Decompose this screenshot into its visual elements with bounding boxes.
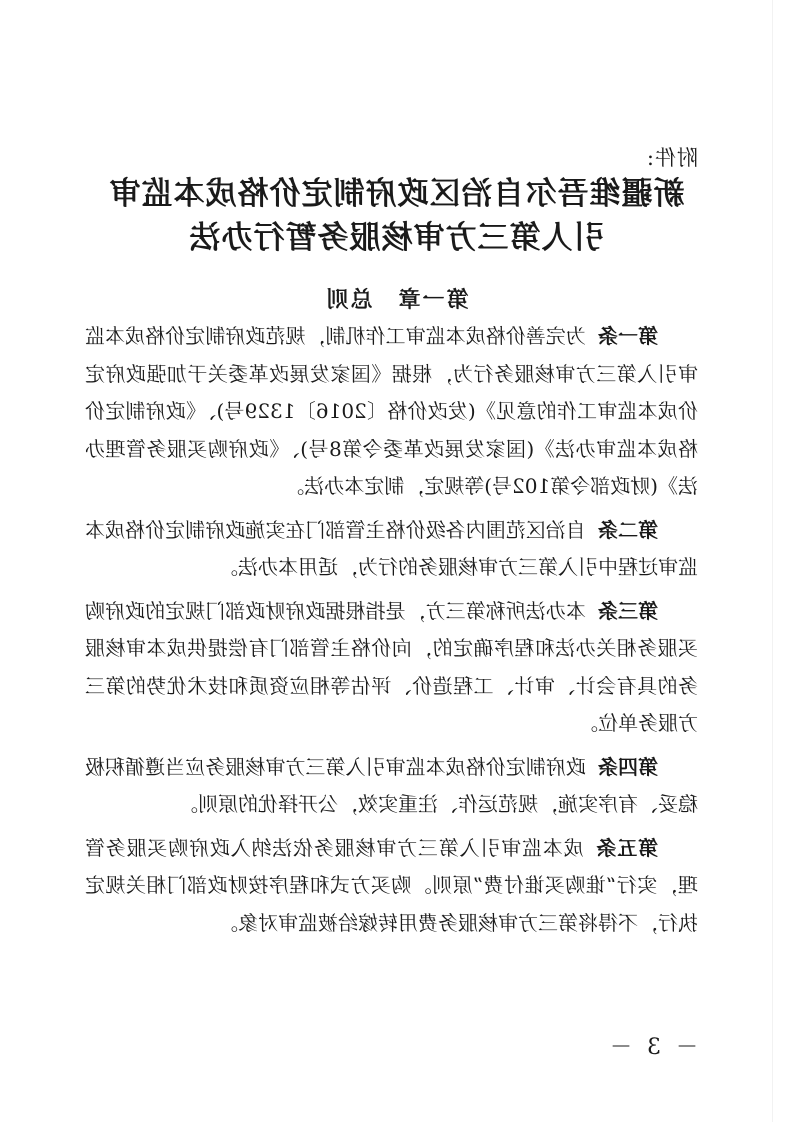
- scan-edge-line: [772, 0, 773, 1122]
- article-5: [85, 830, 698, 943]
- article-number: 第一条: [597, 324, 658, 348]
- article-number: 第二条: [597, 517, 658, 542]
- page-number: － 3 －: [606, 1035, 698, 1060]
- article-text: 政府制定价格成本监审引入第三方审核服务应当遵循积极稳妥、有序实施，规范运作、注重实效，公开择优的原则。: [84, 754, 698, 816]
- article-number: 第五条: [595, 835, 658, 860]
- title-line-2: 引人第三方审核服务暂行办法: [188, 220, 605, 256]
- article-1: [85, 318, 698, 506]
- title-line-1: 新疆维吾尔自治区政府制定价格成本监审: [108, 176, 685, 212]
- article-text: 本办法所称第三方，是指根据政府财政部门规定的政府购买服务相关办法和程序确定的，向价格主管部门有偿提供成本审核服务的具有会计、审计、工程造价、评估等相应资质和技术优势的第三方服务单位。: [84, 598, 698, 735]
- attachment-label: 附件:: [645, 146, 698, 170]
- article-text: 成本监审引入第三方审核服务依法纳入政府购买服务管理，实行“谁购买谁付费”原则。购买方式和程序按财政部门相关规定执行，不得将第三方审核服务费用转嫁给被监审对象。: [84, 835, 698, 935]
- document-body: [85, 318, 698, 948]
- document-title: [60, 172, 733, 260]
- article-3: [85, 593, 698, 743]
- article-text: 自治区范围内各级价格主管部门在实施政府制定价格成本监审过程中引入第三方审核服务的行为，适用本办法。: [84, 517, 698, 579]
- article-number: 第四条: [597, 754, 658, 779]
- article-text: 为完善价格成本监审工作机制，规范政府制定价格成本监审引入第三方审核服务行为，根据《国家发展改革委关于加强政府定价成本监审工作的意见》(发改价格〔2016〕1329号)、《政府制定价格成本监审办法》(国家发展改革委令第8号)、《政府购买服务管理办法》(财政部令第102号)等规定，制定本办法。: [84, 324, 698, 498]
- article-number: 第三条: [597, 598, 658, 623]
- article-2: [85, 512, 698, 587]
- article-4: [85, 749, 698, 824]
- chapter-heading: 第一章 总则: [324, 288, 469, 313]
